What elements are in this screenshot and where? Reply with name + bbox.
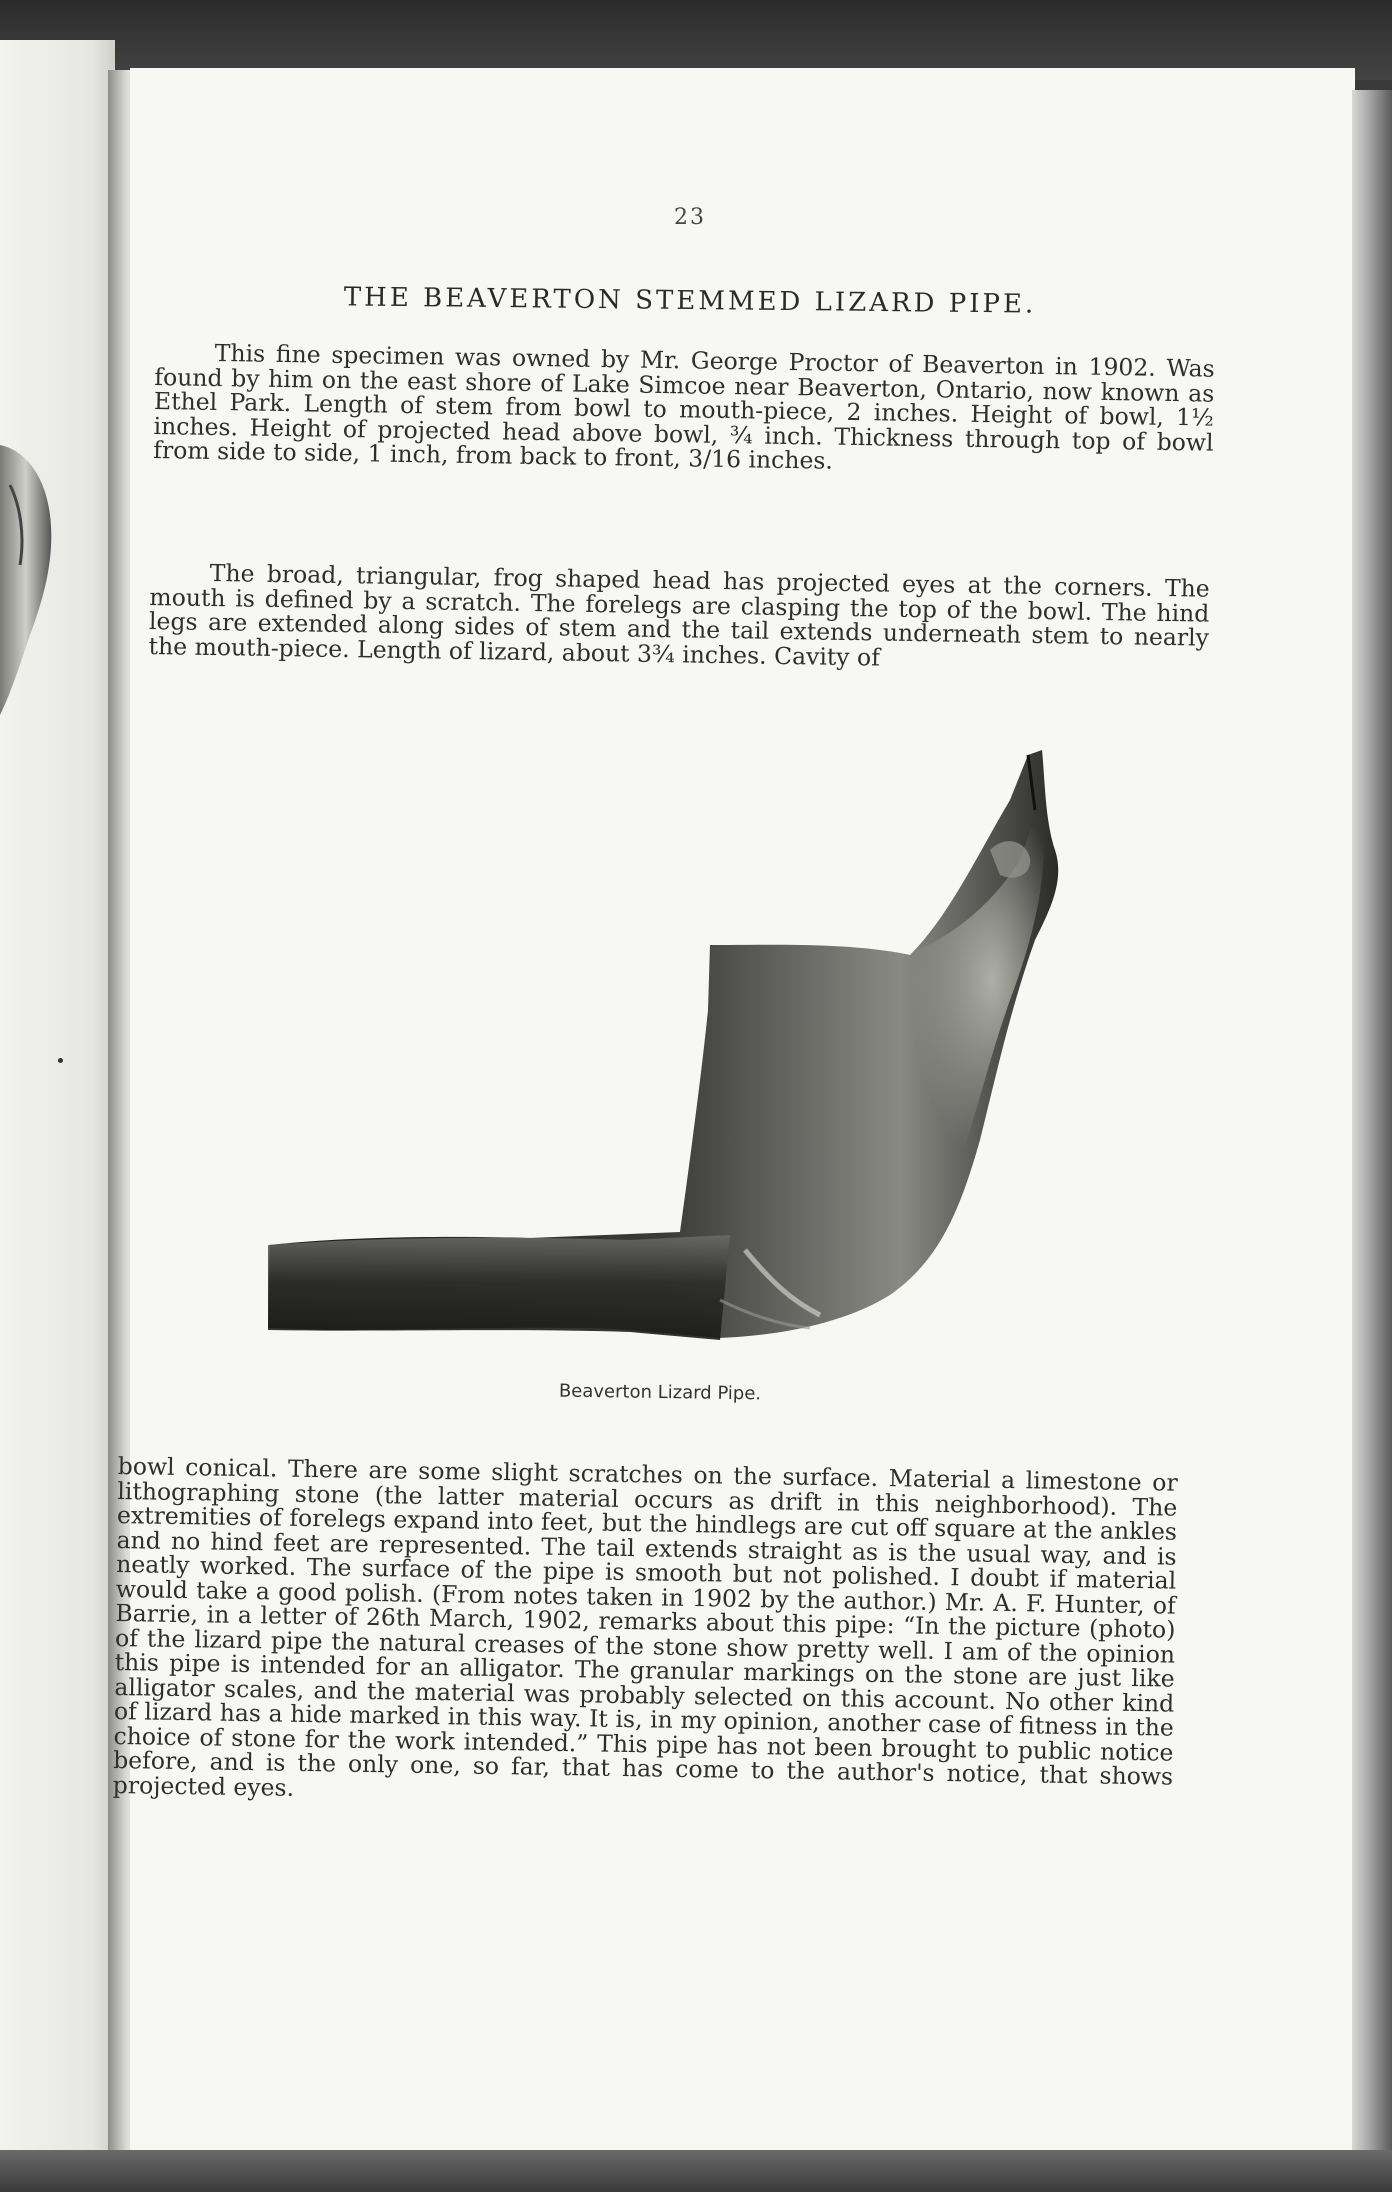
- scan-bottom-shadow: [0, 2150, 1392, 2192]
- facing-page-edge: [0, 40, 115, 2150]
- facing-page-photo-fragment: [0, 445, 62, 715]
- figure-caption: Beaverton Lizard Pipe.: [558, 1380, 762, 1405]
- body-paragraph-2: The broad, triangular, frog shaped head has projected eyes at the corners. The mouth is defined by a scratch. The forelegs are clasping the top of the bowl. The hind legs are extended along sides of stem and the tail extends underneath stem to nearly the mouth-piece. Length of lizard, about 3¾ inches. Cavity of: [148, 558, 1210, 671]
- page-stack-edge: [1352, 90, 1392, 2160]
- lizard-pipe-photo: [250, 740, 1110, 1380]
- article-title: THE BEAVERTON STEMMED LIZARD PIPE.: [343, 282, 1037, 320]
- body-paragraph-1: This fine specimen was owned by Mr. George Proctor of Beaverton in 1902. Was found by him on the east shore of Lake Simcoe near Beaverton, Ontario, now known as Ethel Park. Length of stem from bowl to mouth-piece, 2 inches. Height of bowl, 1½ inches. Height of projected head above bowl, ¾ inch. Thickness through top of bowl from side to side, 1 inch, from back to front, 3/16 inches.: [153, 338, 1215, 475]
- scan-speck: [58, 1058, 63, 1063]
- body-paragraph-3: bowl conical. There are some slight scratches on the surface. Material a limestone or lithographing stone (the latter material occurs as drift in this neighborhood). The extremities of forelegs expand into feet, but the hindlegs are cut off square at the ankles and no hind feet are represented. The tail extends straight as is the usual way, and is neatly worked. The surface of the pipe is smooth but not polished. I doubt if material would take a good polish. (From notes taken in 1902 by the author.) Mr. A. F. Hunter, of Barrie, in a letter of 26th March, 1902, remarks about this pipe: “In the picture (photo) of the lizard pipe the natural creases of the stone show pretty well. I am of the opinion this pipe is intended for an alligator. The granular markings on the stone are just like alligator scales, and the material was probably selected on this account. No other kind of lizard has a hide marked in this way. It is, in my opinion, another case of fitness in the choice of stone for the work intended.” This pipe has not been brought to public notice before, and is the only one, so far, that has come to the author's notice, that shows projected eyes.: [112, 1452, 1178, 1802]
- page-number: 23: [674, 205, 706, 230]
